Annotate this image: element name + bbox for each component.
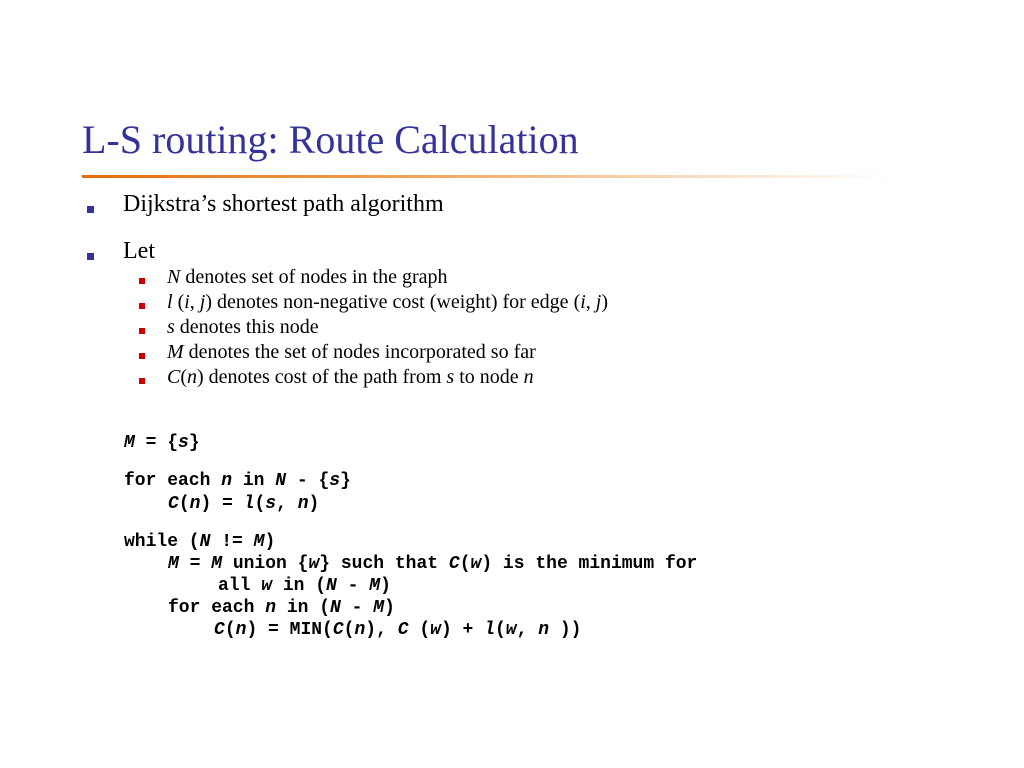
sub-bullet-item: l (i, j) denotes non-negative cost (weight) for edge (i, j) <box>167 291 609 313</box>
sub-bullet-marker <box>139 378 145 384</box>
title-underline <box>82 175 892 178</box>
code-line: for each n in (N - M) <box>168 598 395 618</box>
code-line: all w in (N - M) <box>218 576 391 596</box>
code-line: M = M union {w} such that C(w) is the minimum for <box>168 554 698 574</box>
bullet-let: Let <box>123 238 155 264</box>
sub-bullet-marker <box>139 353 145 359</box>
code-line: C(n) = MIN(C(n), C (w) + l(w, n )) <box>214 620 582 640</box>
code-line: for each n in N - {s} <box>124 471 351 491</box>
sub-bullet-item: s denotes this node <box>167 316 319 338</box>
code-line: M = {s} <box>124 433 200 453</box>
sub-bullet-item: C(n) denotes cost of the path from s to node n <box>167 366 534 388</box>
sub-bullet-marker <box>139 328 145 334</box>
code-line: while (N != M) <box>124 532 276 552</box>
bullet-marker <box>87 206 94 213</box>
slide-title: L-S routing: Route Calculation <box>82 117 579 162</box>
sub-bullet-marker <box>139 303 145 309</box>
sub-bullet-item: N denotes set of nodes in the graph <box>167 266 448 288</box>
code-line: C(n) = l(s, n) <box>168 494 320 514</box>
bullet-dijkstra: Dijkstra’s shortest path algorithm <box>123 191 444 217</box>
sub-bullet-marker <box>139 278 145 284</box>
bullet-marker <box>87 253 94 260</box>
sub-bullet-item: M denotes the set of nodes incorporated so far <box>167 341 536 363</box>
